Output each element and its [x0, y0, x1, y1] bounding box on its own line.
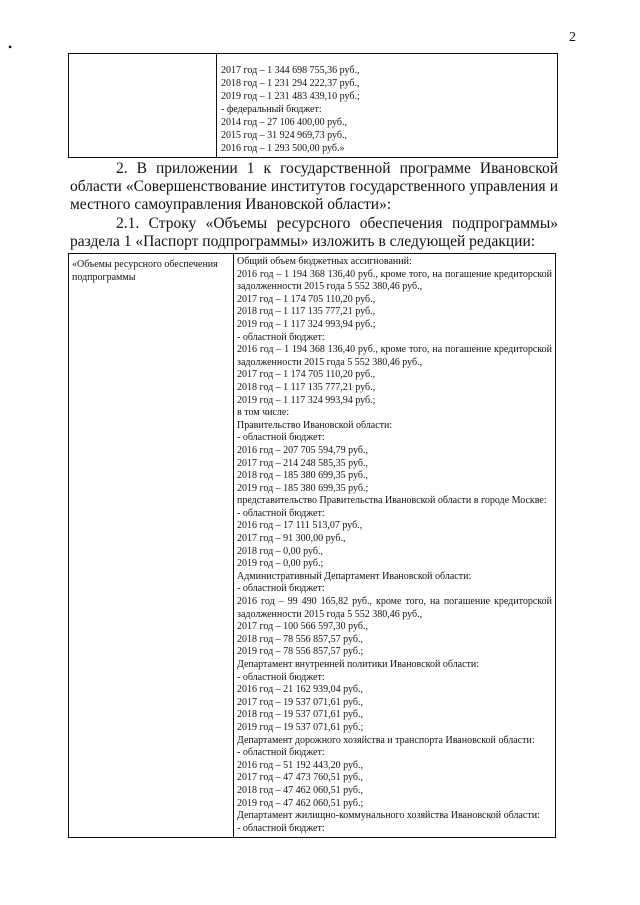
resource-line: Общий объем бюджетных ассигнований:	[237, 256, 412, 267]
margin-dot: •	[8, 40, 13, 54]
resource-line: - областной бюджет:	[237, 583, 325, 595]
resource-table	[68, 253, 556, 838]
resource-line: 2019 год – 1 117 324 993,94 руб.;	[237, 394, 376, 406]
resource-line: Департамент внутренней политики Ивановской области:	[237, 659, 480, 670]
resource-line: 2019 год – 47 462 060,51 руб.;	[237, 797, 364, 809]
resource-line: Департамент жилищно-коммунального хозяйства Ивановской области:	[237, 810, 540, 822]
continuation-line: - федеральный бюджет:	[221, 104, 322, 115]
resource-line: 2016 год – 51 192 443,20 руб.,	[237, 759, 363, 771]
resource-value-cell	[234, 254, 556, 838]
resource-line: 2016 год – 99 490 165,82 руб., кроме того, на погашение кредиторской задолженности 2015 года 5 552 380,46 руб.,	[237, 596, 552, 620]
resource-line: 2017 год – 47 473 760,51 руб.,	[237, 772, 363, 784]
resource-line: 2017 год – 100 566 597,30 руб.,	[237, 621, 368, 633]
continuation-table	[68, 53, 558, 158]
page-number: 2	[569, 30, 576, 45]
resource-line: 2016 год – 17 111 513,07 руб.,	[237, 520, 363, 532]
resource-line: 2017 год – 91 300,00 руб.,	[237, 533, 346, 545]
resource-line: 2018 год – 0,00 руб.,	[237, 545, 323, 557]
resource-line: 2018 год – 1 117 135 777,21 руб.,	[237, 381, 376, 393]
continuation-line: 2014 год – 27 106 400,00 руб.,	[221, 117, 347, 128]
continuation-line: 2017 год – 1 344 698 755,36 руб.,	[221, 65, 360, 76]
resource-line: 2018 год – 78 556 857,57 руб.,	[237, 633, 363, 645]
resource-line: 2019 год – 185 380 699,35 руб.;	[237, 482, 369, 494]
resource-line: 2016 год – 207 705 594,79 руб.,	[237, 444, 368, 456]
resource-line: в том числе:	[237, 407, 290, 419]
resource-line: 2017 год – 19 537 071,61 руб.,	[237, 696, 363, 708]
resource-line: 2017 год – 214 248 585,35 руб.,	[237, 457, 368, 469]
resource-label-cell: «Объемы ресурсного обеспечения подпрограммы	[69, 254, 234, 838]
resource-line: 2019 год – 1 117 324 993,94 руб.;	[237, 318, 376, 330]
resource-line: 2019 год – 19 537 071,61 руб.;	[237, 721, 364, 733]
resource-line: - областной бюджет:	[237, 671, 325, 683]
resource-line: - областной бюджет:	[237, 822, 325, 834]
continuation-line: 2018 год – 1 231 294 222,37 руб.,	[221, 78, 360, 89]
resource-line: - областной бюджет:	[237, 747, 325, 759]
resource-line: 2019 год – 0,00 руб.;	[237, 558, 324, 570]
resource-line: 2016 год – 21 162 939,04 руб.,	[237, 684, 363, 696]
resource-line: 2018 год – 185 380 699,35 руб.,	[237, 470, 368, 482]
paragraph-2-1: 2.1. Строку «Объемы ресурсного обеспечения подпрограммы» раздела 1 «Паспорт подпрограммы» изложить в следующей редакции:	[70, 215, 558, 250]
resource-line: 2018 год – 47 462 060,51 руб.,	[237, 784, 363, 796]
resource-line: Административный Департамент Ивановской области:	[237, 570, 472, 582]
resource-line: 2016 год – 1 194 368 136,40 руб., кроме того, на погашение кредиторской задолженности 2015 года 5 552 380,46 руб.,	[237, 268, 552, 293]
resource-line: - областной бюджет:	[237, 331, 325, 343]
resource-line: Правительство Ивановской области:	[237, 419, 393, 431]
resource-line: 2017 год – 1 174 705 110,20 руб.,	[237, 293, 376, 305]
resource-line: - областной бюджет:	[237, 507, 325, 519]
resource-line: Департамент дорожного хозяйства и транспорта Ивановской области:	[237, 734, 535, 746]
continuation-line: 2019 год – 1 231 483 439,10 руб.;	[221, 91, 360, 102]
resource-line: 2018 год – 1 117 135 777,21 руб.,	[237, 306, 376, 318]
continuation-line: 2016 год – 1 293 500,00 руб.»	[221, 143, 345, 154]
continuation-line: 2015 год – 31 924 969,73 руб.,	[221, 130, 347, 141]
resource-line: 2019 год – 78 556 857,57 руб.;	[237, 646, 364, 658]
continuation-label-cell	[69, 54, 217, 158]
resource-line: представительство Правительства Ивановской области в городе Москве:	[237, 495, 547, 507]
resource-line: 2017 год – 1 174 705 110,20 руб.,	[237, 369, 376, 381]
resource-line: - областной бюджет:	[237, 432, 325, 444]
resource-line: 2018 год – 19 537 071,61 руб.,	[237, 709, 363, 721]
resource-line: 2016 год – 1 194 368 136,40 руб., кроме того, на погашение кредиторской задолженности 2015 года 5 552 380,46 руб.,	[237, 344, 552, 368]
continuation-value-cell	[217, 54, 558, 158]
paragraph-2: 2. В приложении 1 к государственной программе Ивановской области «Совершенствование институтов государственного управления и местного самоуправления Ивановской области»:	[70, 160, 558, 213]
